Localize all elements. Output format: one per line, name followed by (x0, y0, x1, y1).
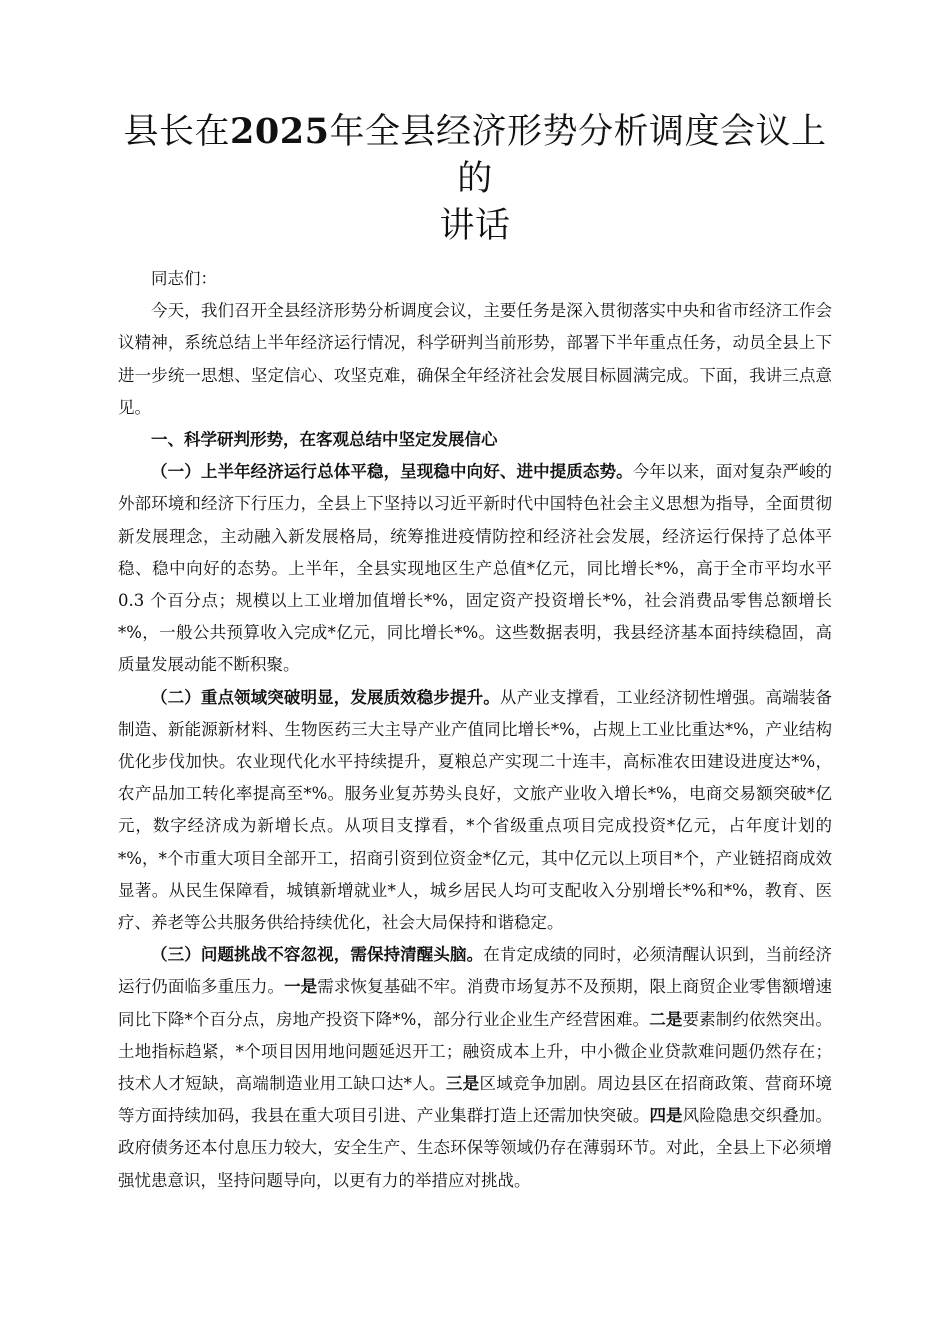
paragraph-2 (118, 682, 832, 940)
paragraph-3-text-d: 区域竞争加剧。周边县区在招商政策、营商环境等方面持续加码，我县在重大项目引进、产业集群打造上还需加快突破。 (118, 1074, 833, 1126)
title-year: 2025 (230, 111, 330, 152)
paragraph-3-text-c: 要素制约依然突出。土地指标趋紧，*个项目因用地问题延迟开工；融资成本上升，中小微企业贷款难问题仍然存在；技术人才短缺，高端制造业用工缺口达*人。 (118, 1009, 833, 1094)
title-prefix: 县长在 (123, 112, 231, 152)
salutation: 同志们： (151, 269, 217, 288)
title-line2: 讲话 (439, 206, 511, 246)
paragraph-2-text: 从产业支撑看，工业经济韧性增强。高端装备制造、新能源新材料、生物医药三大主导产业产值同比增长*%，占规上工业比重达*%，产业结构优化步伐加快。农业现代化水平持续提升，夏粮总产实现二十连丰，高标准农田建设进度达*%，农产品加工转化率提高至*%。服务业复苏势头良好，文旅产业收入增长*%，电商交易额突破*亿元，数字经济成为新增长点。从项目支撑看，*个省级重点项目完成投资*亿元，占年度计划的*%，*个市重大项目全部开工，招商引资到位资金*亿元，其中亿元以上项目*个，产业链招商成效显著。从民生保障看，城镇新增就业*人，城乡居民人均可支配收入分别增长*%和*%，教育、医疗、养老等公共服务供给持续优化，社会大局保持和谐稳定。 (118, 687, 833, 933)
paragraph-1 (118, 456, 832, 681)
paragraph-2-lead: （二）重点领域突破明显，发展质效稳步提升。 (151, 687, 500, 707)
intro-paragraph: 今天，我们召开全县经济形势分析调度会议，主要任务是深入贯彻落实中央和省市经济工作会议精神，系统总结上半年经济运行情况，科学研判当前形势，部署下半年重点任务，动员全县上下进一步统一思想、坚定信心、攻坚克难，确保全年经济社会发展目标圆满完成。下面，我讲三点意见。 (118, 301, 832, 417)
document-title (118, 108, 832, 250)
paragraph-3-keyword-2: 二是 (649, 1009, 683, 1029)
paragraph-3-keyword-1: 一是 (284, 977, 318, 997)
paragraph-1-text: 今年以来，面对复杂严峻的外部环境和经济下行压力，全县上下坚持以习近平新时代中国特色社会主义思想为指导，全面贯彻新发展理念，主动融入新发展格局，统筹推进疫情防控和经济社会发展，经济运行保持了总体平稳、稳中向好的态势。上半年，全县实现地区生产总值*亿元，同比增长*%，高于全市平均水平 0.3 个百分点；规模以上工业增加值增长*%，固定资产投资增长*%，社会消费品零售总额增长*%，一般公共预算收入完成*亿元，同比增长*%。这些数据表明，我县经济基本面持续稳固，高质量发展动能不断积聚。 (118, 462, 833, 675)
paragraph-3-lead: （三）问题挑战不容忽视，需保持清醒头脑。 (151, 945, 484, 965)
paragraph-1-lead: （一）上半年经济运行总体平稳，呈现稳中向好、进中提质态势。 (151, 462, 633, 482)
title-line1-rest: 年全县经济形势分析调度会议上的 (329, 112, 827, 199)
paragraph-3-text-b: 需求恢复基础不牢。消费市场复苏不及预期，限上商贸企业零售额增速同比下降*个百分点，房地产投资下降*%，部分行业企业生产经营困难。 (118, 977, 833, 1029)
document-body (118, 263, 832, 1197)
paragraph-3-keyword-3: 三是 (445, 1074, 480, 1094)
paragraph-3-keyword-4: 四是 (649, 1106, 683, 1126)
paragraph-3-text-a: 在肯定成绩的同时，必须清醒认识到，当前经济运行仍面临多重压力。 (118, 945, 833, 997)
section-1-heading: 一、科学研判形势，在客观总结中坚定发展信心 (151, 430, 498, 450)
paragraph-3-text-e: 风险隐患交织叠加。政府债务还本付息压力较大，安全生产、生态环保等领域仍存在薄弱环节。对此，全县上下必须增强忧患意识，坚持问题导向，以更有力的举措应对挑战。 (118, 1106, 833, 1190)
paragraph-3 (118, 939, 832, 1197)
